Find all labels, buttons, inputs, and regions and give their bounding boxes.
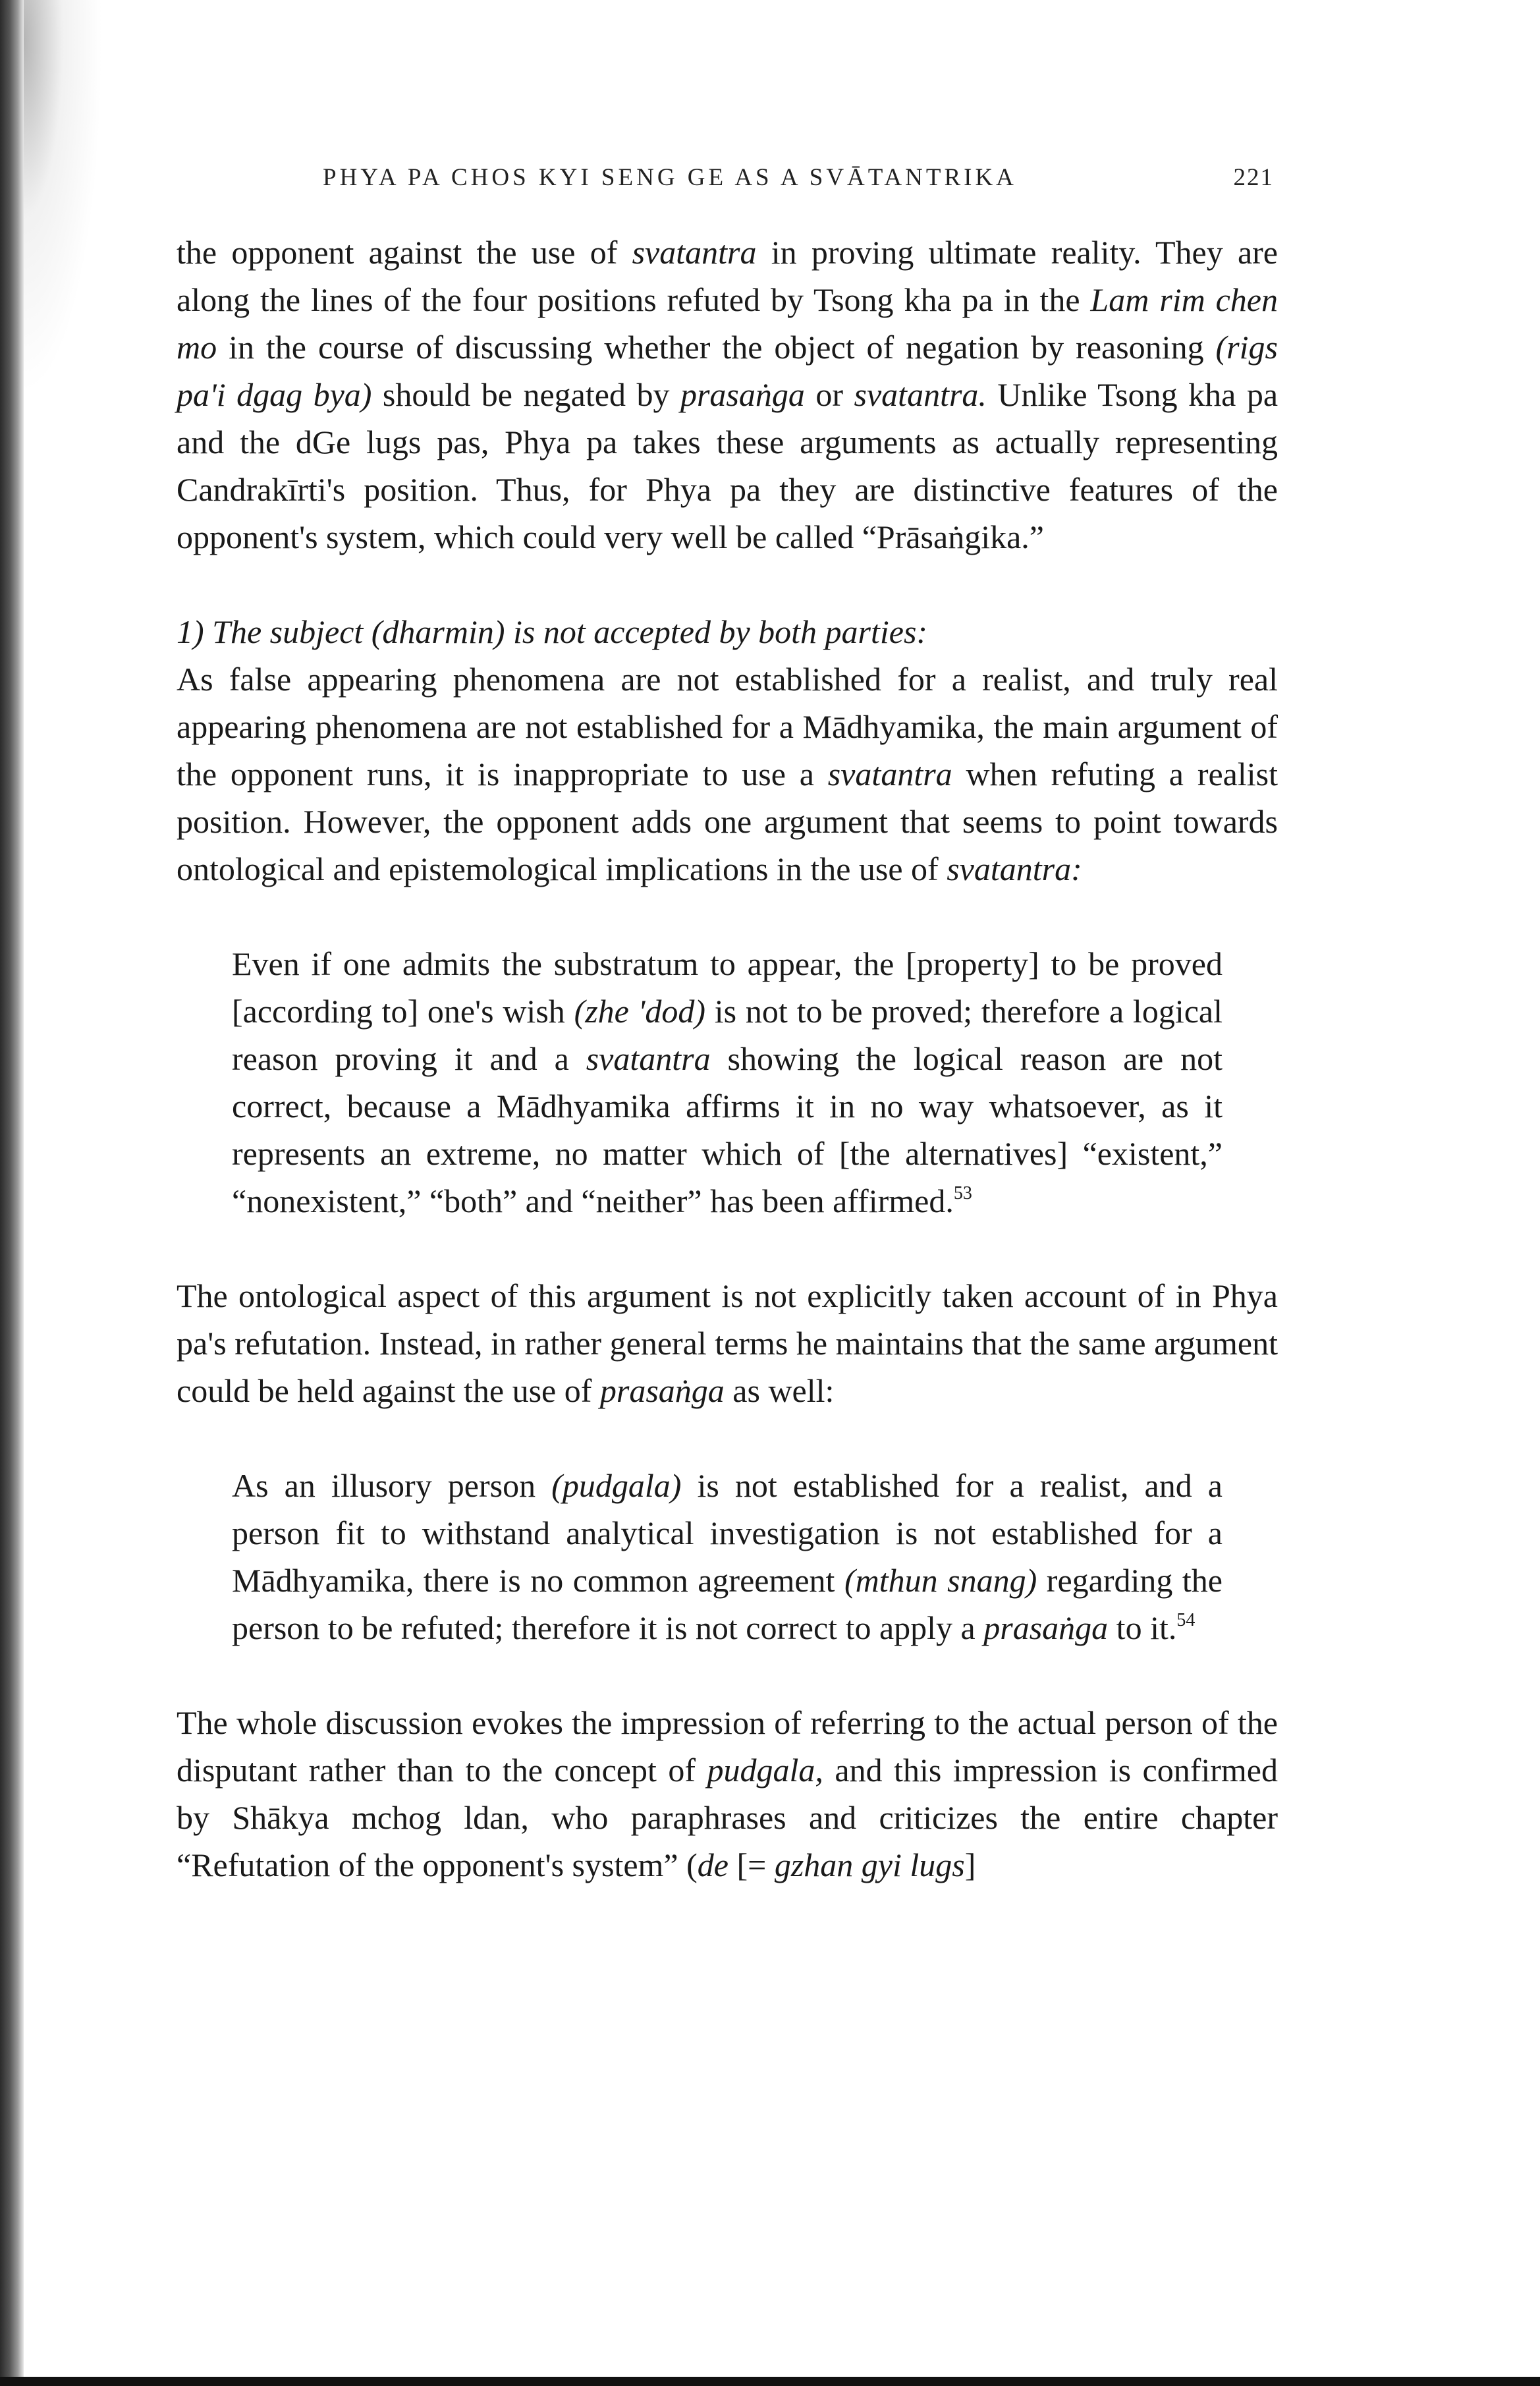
paragraph-3: The ontological aspect of this argument is not explicitly taken account of in Phya pa's refutation. Instead, in rather general terms he maintains that the same argument could be held against the use of prasaṅga as well: bbox=[177, 1277, 1278, 1409]
footnote-ref-53: 53 bbox=[953, 1183, 972, 1204]
running-head-title: PHYA PA CHOS KYI SENG GE AS A SVĀTANTRIKA bbox=[323, 164, 1017, 191]
footnote-ref-54: 54 bbox=[1176, 1610, 1196, 1630]
scan-edge bbox=[0, 2377, 1540, 2386]
paragraph-4: The whole discussion evokes the impression of referring to the actual person of the disputant rather than to the concept of pudgala, and this impression is confirmed by Shākya mchog ldan, who paraphrases and criticizes the entire chapter “Refutation of the opponent's system” (de [= gzhan gyi lugs] bbox=[177, 1704, 1278, 1883]
running-head bbox=[177, 163, 1278, 192]
section-heading: 1) The subject (dharmin) is not accepted by both parties: bbox=[177, 613, 928, 650]
paragraph-2: As false appearing phenomena are not established for a realist, and truly real appearing phenomena are not established for a Mādhyamika, the main argument of the opponent runs, it is inappropriate to use a svatantra when refuting a realist position. However, the opponent adds one argument that seems to point towards ontological and epistemological implications in the use of svatantra: bbox=[177, 661, 1278, 887]
paragraph-1: the opponent against the use of svatantra in proving ultimate reality. They are along the lines of the four positions refuted by Tsong kha pa in the Lam rim chen mo in the course of discussing whether the object of negation by reasoning (rigs pa'i dgag bya) should be negated by prasaṅga or svatantra. Unlike Tsong kha pa and the dGe lugs pas, Phya pa takes these arguments as actually representing Candrakīrti's position. Thus, for Phya pa they are distinctive features of the opponent's system, which could very well be called “Prāsaṅgika.” bbox=[177, 234, 1279, 555]
block-quote-1: Even if one admits the substratum to appear, the [property] to be proved [according to] one's wish (zhe 'dod) is not to be proved; therefore a logical reason proving it and a svatantra showing the logical reason are not correct, because a Mādhyamika affirms it in no way whatsoever, as it represents an extreme, no matter which of [the alternatives] “existent,” “nonexistent,” “both” and “neither” has been affirmed.$^{53}$ bbox=[232, 945, 1223, 1219]
page-number: 221 bbox=[1233, 164, 1274, 191]
book-page bbox=[177, 163, 1278, 1889]
book-binding-shadow bbox=[0, 0, 24, 2386]
block-quote-2: As an illusory person (pudgala) is not established for a realist, and a person fit to withstand analytical investigation is not established for a Mādhyamika, there is no common agreement (mthun snang) regarding the person to be refuted; therefore it is not correct to apply a prasaṅga to it.$^{54}$ bbox=[232, 1467, 1223, 1646]
scan-shadow bbox=[24, 0, 103, 395]
